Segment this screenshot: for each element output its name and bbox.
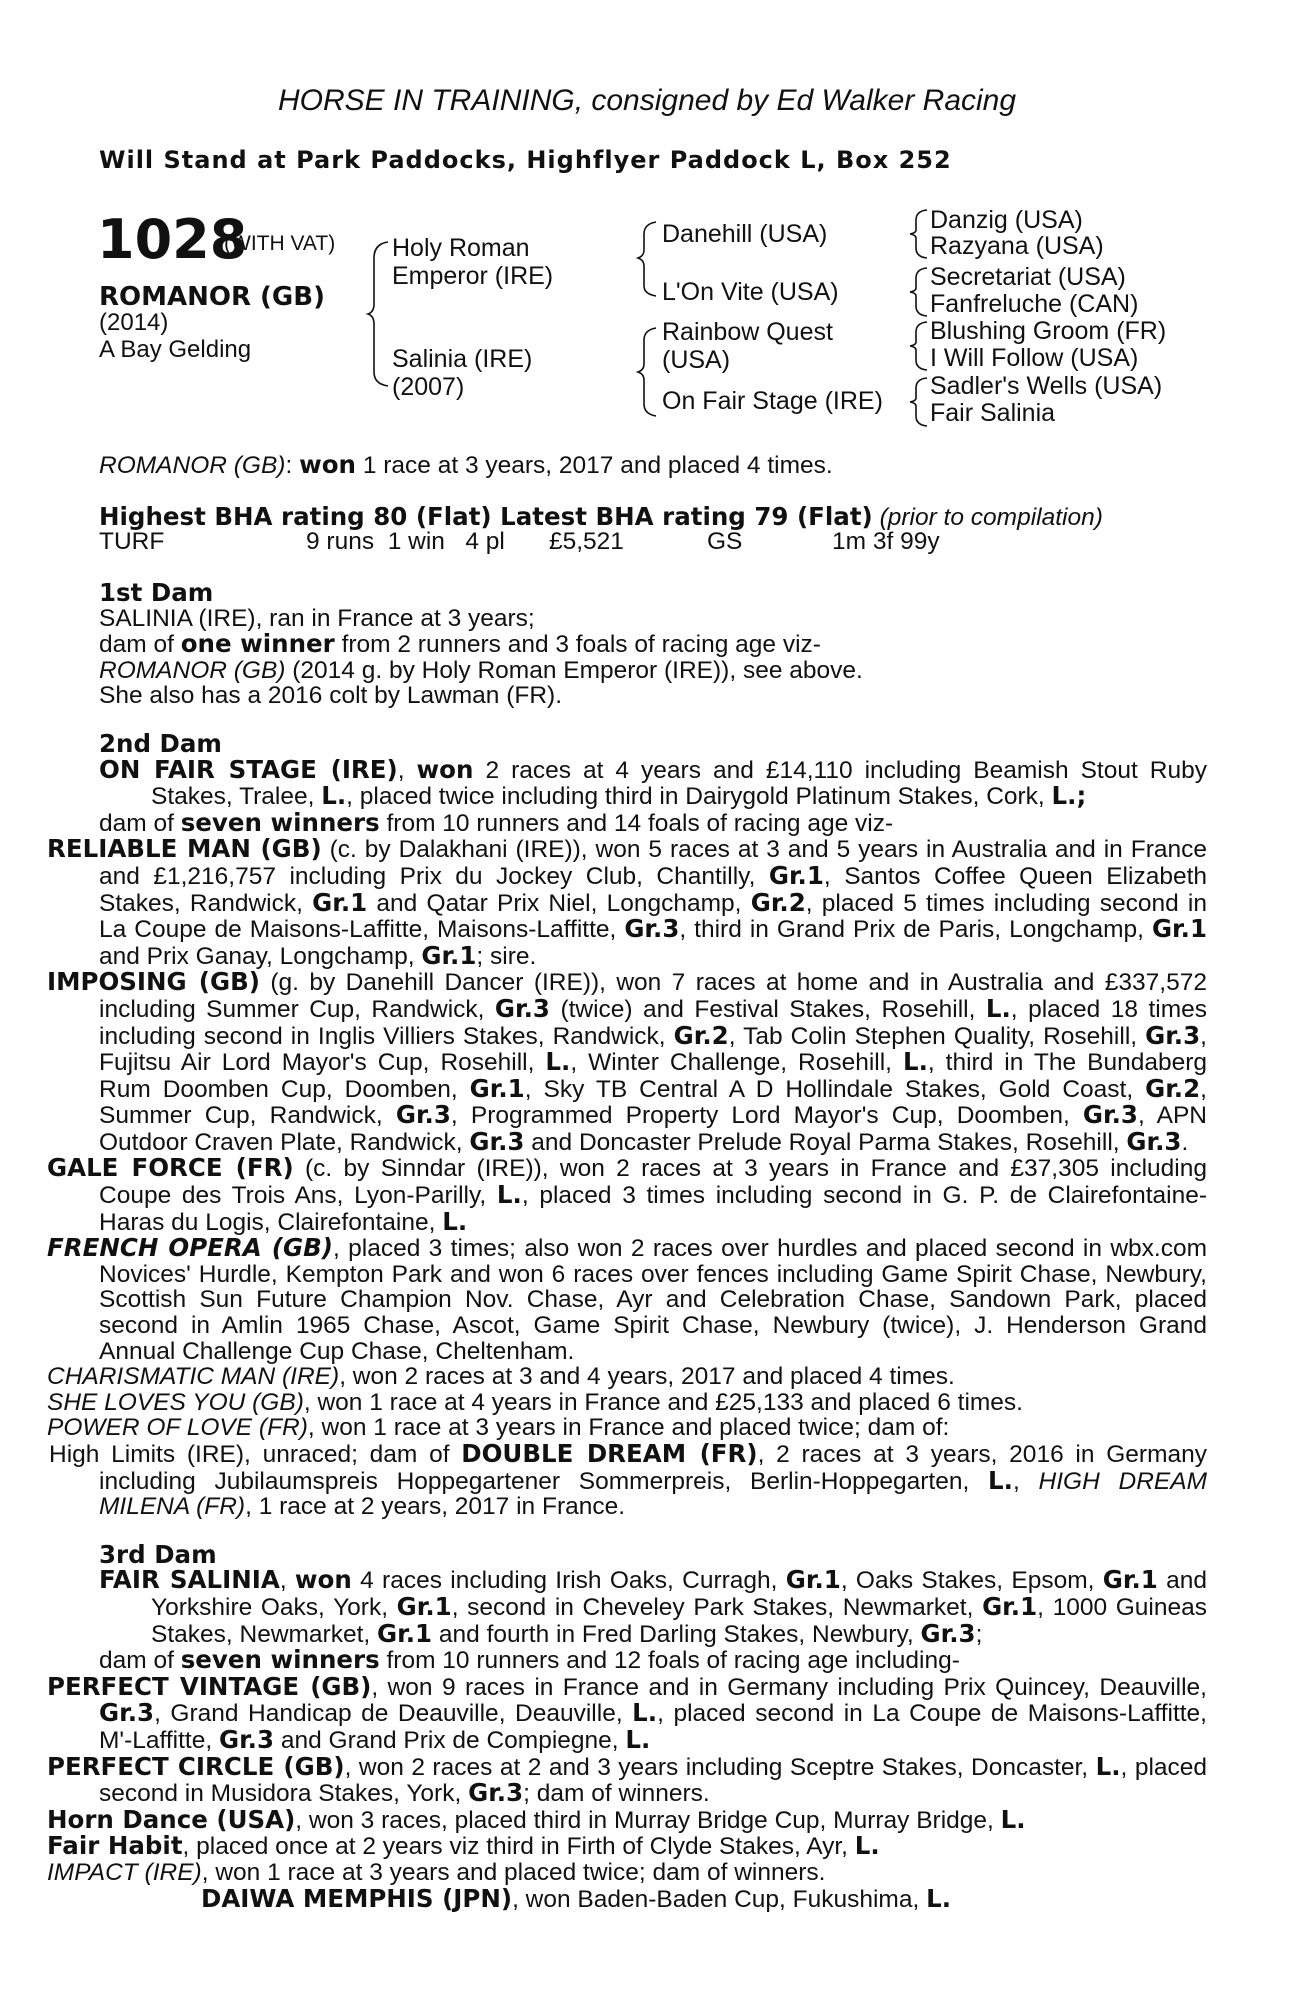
progeny-french-opera: FRENCH OPERA (GB), placed 3 times; also won 2 races over hurdles and placed second in wbx.com Novices' Hurdle, Kempton Park and won 6 races over fences including Game Spirit Chase, Newbury, Scottish Sun Future Champion Nov. Chase, Ayr and Celebration Chase, Sandown Park, placed second in Amlin 1965 Chase, Ascot, Game Spirit Chase, Newbury (twice), J. Henderson Grand Annual Challenge Cup Chase, Cheltenham. <box>47 1233 1207 1365</box>
gen3-2: Secretariat (USA) Fanfreluche (CAN) <box>930 263 1139 318</box>
first-dam-progeny: ROMANOR (GB) (2014 g. by Holy Roman Emperor (IRE)), see above. <box>99 656 863 684</box>
pedigree-bracket-6 <box>907 320 931 372</box>
page-title: HORSE IN TRAINING, consigned by Ed Walker Racing <box>278 84 1017 117</box>
gen3-4: Sadler's Wells (USA) Fair Salinia <box>930 372 1163 427</box>
progeny-fair-habit: Fair Habit, placed once at 2 years viz third in Firth of Clyde Stakes, Ayr, L. <box>47 1831 880 1861</box>
progeny-gale-force: GALE FORCE (FR) (c. by Sinndar (IRE)), won 2 races at 3 years in France and £37,305 including Coupe des Trois Ans, Lyon-Parilly, L., placed 3 times including second in G. P. de Clairefontaine-Haras du Logis, Clairefontaine, L. <box>47 1153 1208 1236</box>
second-dam-record: ON FAIR STAGE (IRE), won 2 races at 4 years and £14,110 including Beamish Stout Ruby Stakes, Tralee, L., placed twice including third in Dairygold Platinum Stakes, Cork, L.; <box>99 754 1207 811</box>
turf-surface: TURF <box>99 528 165 555</box>
sire-dam: L'On Vite (USA) <box>662 278 839 306</box>
turf-runs: 9 runs 1 win 4 pl <box>306 528 505 555</box>
sire-sire: Danehill (USA) <box>662 220 828 248</box>
pedigree-bracket-1 <box>366 240 394 390</box>
turf-going: GS <box>707 528 743 555</box>
pedigree-bracket-5 <box>907 266 931 318</box>
progeny-impact: IMPACT (IRE), won 1 race at 3 years and placed twice; dam of winners. <box>47 1858 826 1886</box>
progeny-reliable-man: RELIABLE MAN (GB) (c. by Dalakhani (IRE)), won 5 races at 3 and 5 years in Australia and in France and £1,216,757 including Prix du Jockey Club, Chantilly, Gr.1, Santos Coffee Queen Elizabeth Stakes, Randwick, Gr.1 and Qatar Prix Niel, Longchamp, Gr.2, placed 5 times including second in La Coupe de Maisons-Laffitte, Maisons-Laffitte, Gr.3, third in Grand Prix de Paris, Longchamp, Gr.1 and Prix Ganay, Longchamp, Gr.1; sire. <box>47 834 1208 970</box>
second-dam-produce: dam of seven winners from 10 runners and 14 foals of racing age viz- <box>99 807 894 837</box>
progeny-imposing: IMPOSING (GB) (g. by Danehill Dancer (IRE)), won 7 races at home and in Australia and £337,572 including Summer Cup, Randwick, Gr.3 (twice) and Festival Stakes, Rosehill, L., placed 18 times including second in Inglis Villiers Stakes, Randwick, Gr.2, Tab Colin Stephen Quality, Rosehill, Gr.3, Fujitsu Air Lord Mayor's Cup, Rosehill, L., Winter Challenge, Rosehill, L., third in The Bundaberg Rum Doomben Cup, Doomben, Gr.1, Sky TB Central A D Hollindale Stakes, Gold Coast, Gr.2, Summer Cup, Randwick, Gr.3, Programmed Property Lord Mayor's Cup, Doomben, Gr.3, APN Outdoor Craven Plate, Randwick, Gr.3 and Doncaster Prelude Royal Parma Stakes, Rosehill, Gr.3. <box>47 967 1207 1156</box>
turf-earnings: £5,521 <box>549 528 624 555</box>
turf-distance: 1m 3f 99y <box>832 528 940 555</box>
first-dam-produce: dam of one winner from 2 runners and 3 foals of racing age viz- <box>99 629 821 659</box>
gen3-3: Blushing Groom (FR) I Will Follow (USA) <box>930 317 1167 372</box>
pedigree-bracket-2 <box>636 220 664 298</box>
second-dam-heading: 2nd Dam <box>99 728 222 758</box>
pedigree-bracket-4 <box>907 208 931 260</box>
sire: Holy Roman Emperor (IRE) <box>392 234 554 290</box>
progeny-she-loves-you: SHE LOVES YOU (GB), won 1 race at 4 years in France and £25,133 and placed 6 times. <box>47 1388 1023 1416</box>
progeny-high-limits: High Limits (IRE), unraced; dam of DOUBLE DREAM (FR), 2 races at 3 years, 2016 in Germany including Jubilaumspreis Hoppegartener Sommerpreis, Berlin-Hoppegarten, L., HIGH DREAM MILENA (FR), 1 race at 2 years, 2017 in France. <box>49 1439 1208 1521</box>
first-dam-foals: She also has a 2016 colt by Lawman (FR). <box>99 682 563 710</box>
race-summary: ROMANOR (GB): won 1 race at 3 years, 2017 and placed 4 times. <box>99 450 833 479</box>
bha-rating: Highest BHA rating 80 (Flat) Latest BHA rating 79 (Flat) (prior to compilation) <box>99 502 1103 531</box>
pedigree-bracket-3 <box>636 326 664 418</box>
dam-dam: On Fair Stage (IRE) <box>662 387 883 415</box>
pedigree-bracket-7 <box>907 376 931 428</box>
progeny-daiwa-memphis: DAIWA MEMPHIS (JPN), won Baden-Baden Cup, Fukushima, L. <box>201 1883 951 1913</box>
first-dam-heading: 1st Dam <box>99 578 214 607</box>
third-dam-heading: 3rd Dam <box>99 1539 217 1569</box>
progeny-power-of-love: POWER OF LOVE (FR), won 1 race at 3 years in France and placed twice; dam of: <box>47 1414 950 1442</box>
lot-number: 1028 <box>97 208 248 271</box>
progeny-charismatic-man: CHARISMATIC MAN (IRE), won 2 races at 3 and 4 years, 2017 and placed 4 times. <box>47 1363 955 1391</box>
third-dam-produce: dam of seven winners from 10 runners and 12 foals of racing age including- <box>99 1645 960 1675</box>
gen3-1: Danzig (USA) Razyana (USA) <box>930 206 1104 260</box>
stand-location: Will Stand at Park Paddocks, Highflyer Paddock L, Box 252 <box>99 146 952 174</box>
vat-label: (WITH VAT) <box>224 232 336 255</box>
horse-name: ROMANOR (GB) <box>99 282 325 312</box>
horse-year: (2014) <box>99 309 169 336</box>
dam-sections <box>47 578 1208 1913</box>
dam: Salinia (IRE) (2007) <box>392 345 533 401</box>
horse-description: A Bay Gelding <box>99 336 252 363</box>
dam-sire: Rainbow Quest (USA) <box>662 318 833 374</box>
third-dam-record: FAIR SALINIA, won 4 races including Irish Oaks, Curragh, Gr.1, Oaks Stakes, Epsom, Gr.1 and Yorkshire Oaks, York, Gr.1, second in Cheveley Park Stakes, Newmarket, Gr.1, 1000 Guineas Stakes, Newmarket, Gr.1 and fourth in Fred Darling Stakes, Newbury, Gr.3; <box>99 1565 1208 1648</box>
progeny-horn-dance: Horn Dance (USA), won 3 races, placed third in Murray Bridge Cup, Murray Bridge, L. <box>47 1804 1026 1834</box>
first-dam-line: SALINIA (IRE), ran in France at 3 years; <box>99 604 535 632</box>
progeny-perfect-vintage: PERFECT VINTAGE (GB), won 9 races in France and in Germany including Prix Quincey, Deauville, Gr.3, Grand Handicap de Deauville, Deauville, L., placed second in La Coupe de Maisons-Laffitte, M'-Laffitte, Gr.3 and Grand Prix de Compiegne, L. <box>47 1671 1207 1754</box>
progeny-perfect-circle: PERFECT CIRCLE (GB), won 2 races at 2 and 3 years including Sceptre Stakes, Doncaster, L., placed second in Musidora Stakes, York, Gr.3; dam of winners. <box>47 1751 1208 1808</box>
